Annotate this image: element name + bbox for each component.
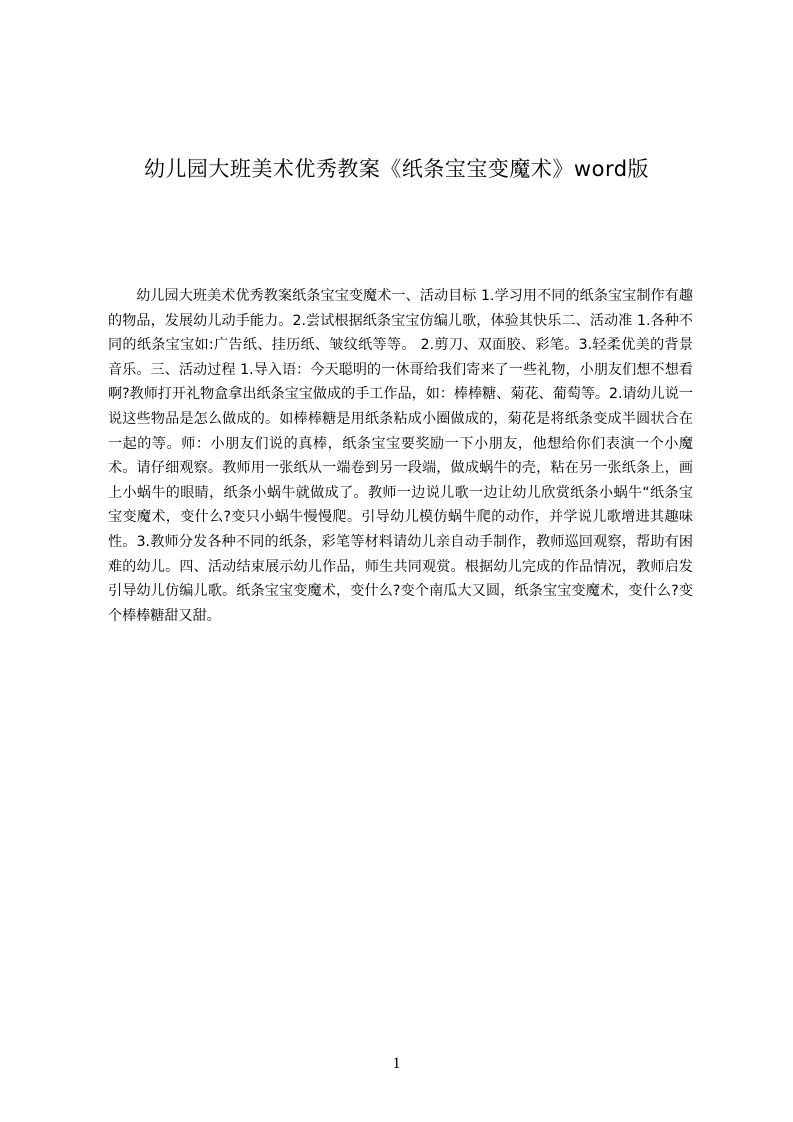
body-paragraph: 幼儿园大班美术优秀教案纸条宝宝变魔术一、活动目标 1.学习用不同的纸条宝宝制作有趣的物品，发展幼儿动手能力。2.尝试根据纸条宝宝仿编儿歌，体验其快乐二、活动准 1.各种不同的纸条宝宝如:广告纸、挂历纸、皱纹纸等等。 2.剪刀、双面胶、彩笔。3.轻柔优美的背景音乐。三、活动过程 1.导入语：今天聪明的一休哥给我们寄来了一些礼物，小朋友们想不想看啊?教师打开礼物盒拿出纸条宝宝做成的手工作品，如：棒棒糖、菊花、葡萄等。2.请幼儿说一说这些物品是怎么做成的。如棒棒糖是用纸条粘成小圈做成的，菊花是将纸条变成半圆状合在一起的等。师：小朋友们说的真棒，纸条宝宝要奖励一下小朋友，他想给你们表演一个小魔术。请仔细观察。教师用一张纸从一端卷到另一段端，做成蜗牛的壳，粘在另一张纸条上，画上小蜗牛的眼睛，纸条小蜗牛就做成了。教师一边说儿歌一边让幼儿欣赏纸条小蜗牛“纸条宝宝变魔术，变什么?变只小蜗牛慢慢爬。引导幼儿模仿蜗牛爬的动作，并学说儿歌增进其趣味性。3.教师分发各种不同的纸条，彩笔等材料请幼儿亲自动手制作，教师巡回观察，帮助有困难的幼儿。四、活动结束展示幼儿作品，师生共同观赏。根据幼儿完成的作品情况，教师启发引导幼儿仿编儿歌。纸条宝宝变魔术，变什么?变个南瓜大又圆，纸条宝宝变魔术，变什么?变个棒棒糖甜又甜。: [108, 288, 693, 624]
document-title: 幼儿园大班美术优秀教案《纸条宝宝变魔术》word版: [143, 157, 650, 182]
document-body: [108, 284, 693, 628]
page-number: 1: [392, 1055, 401, 1072]
